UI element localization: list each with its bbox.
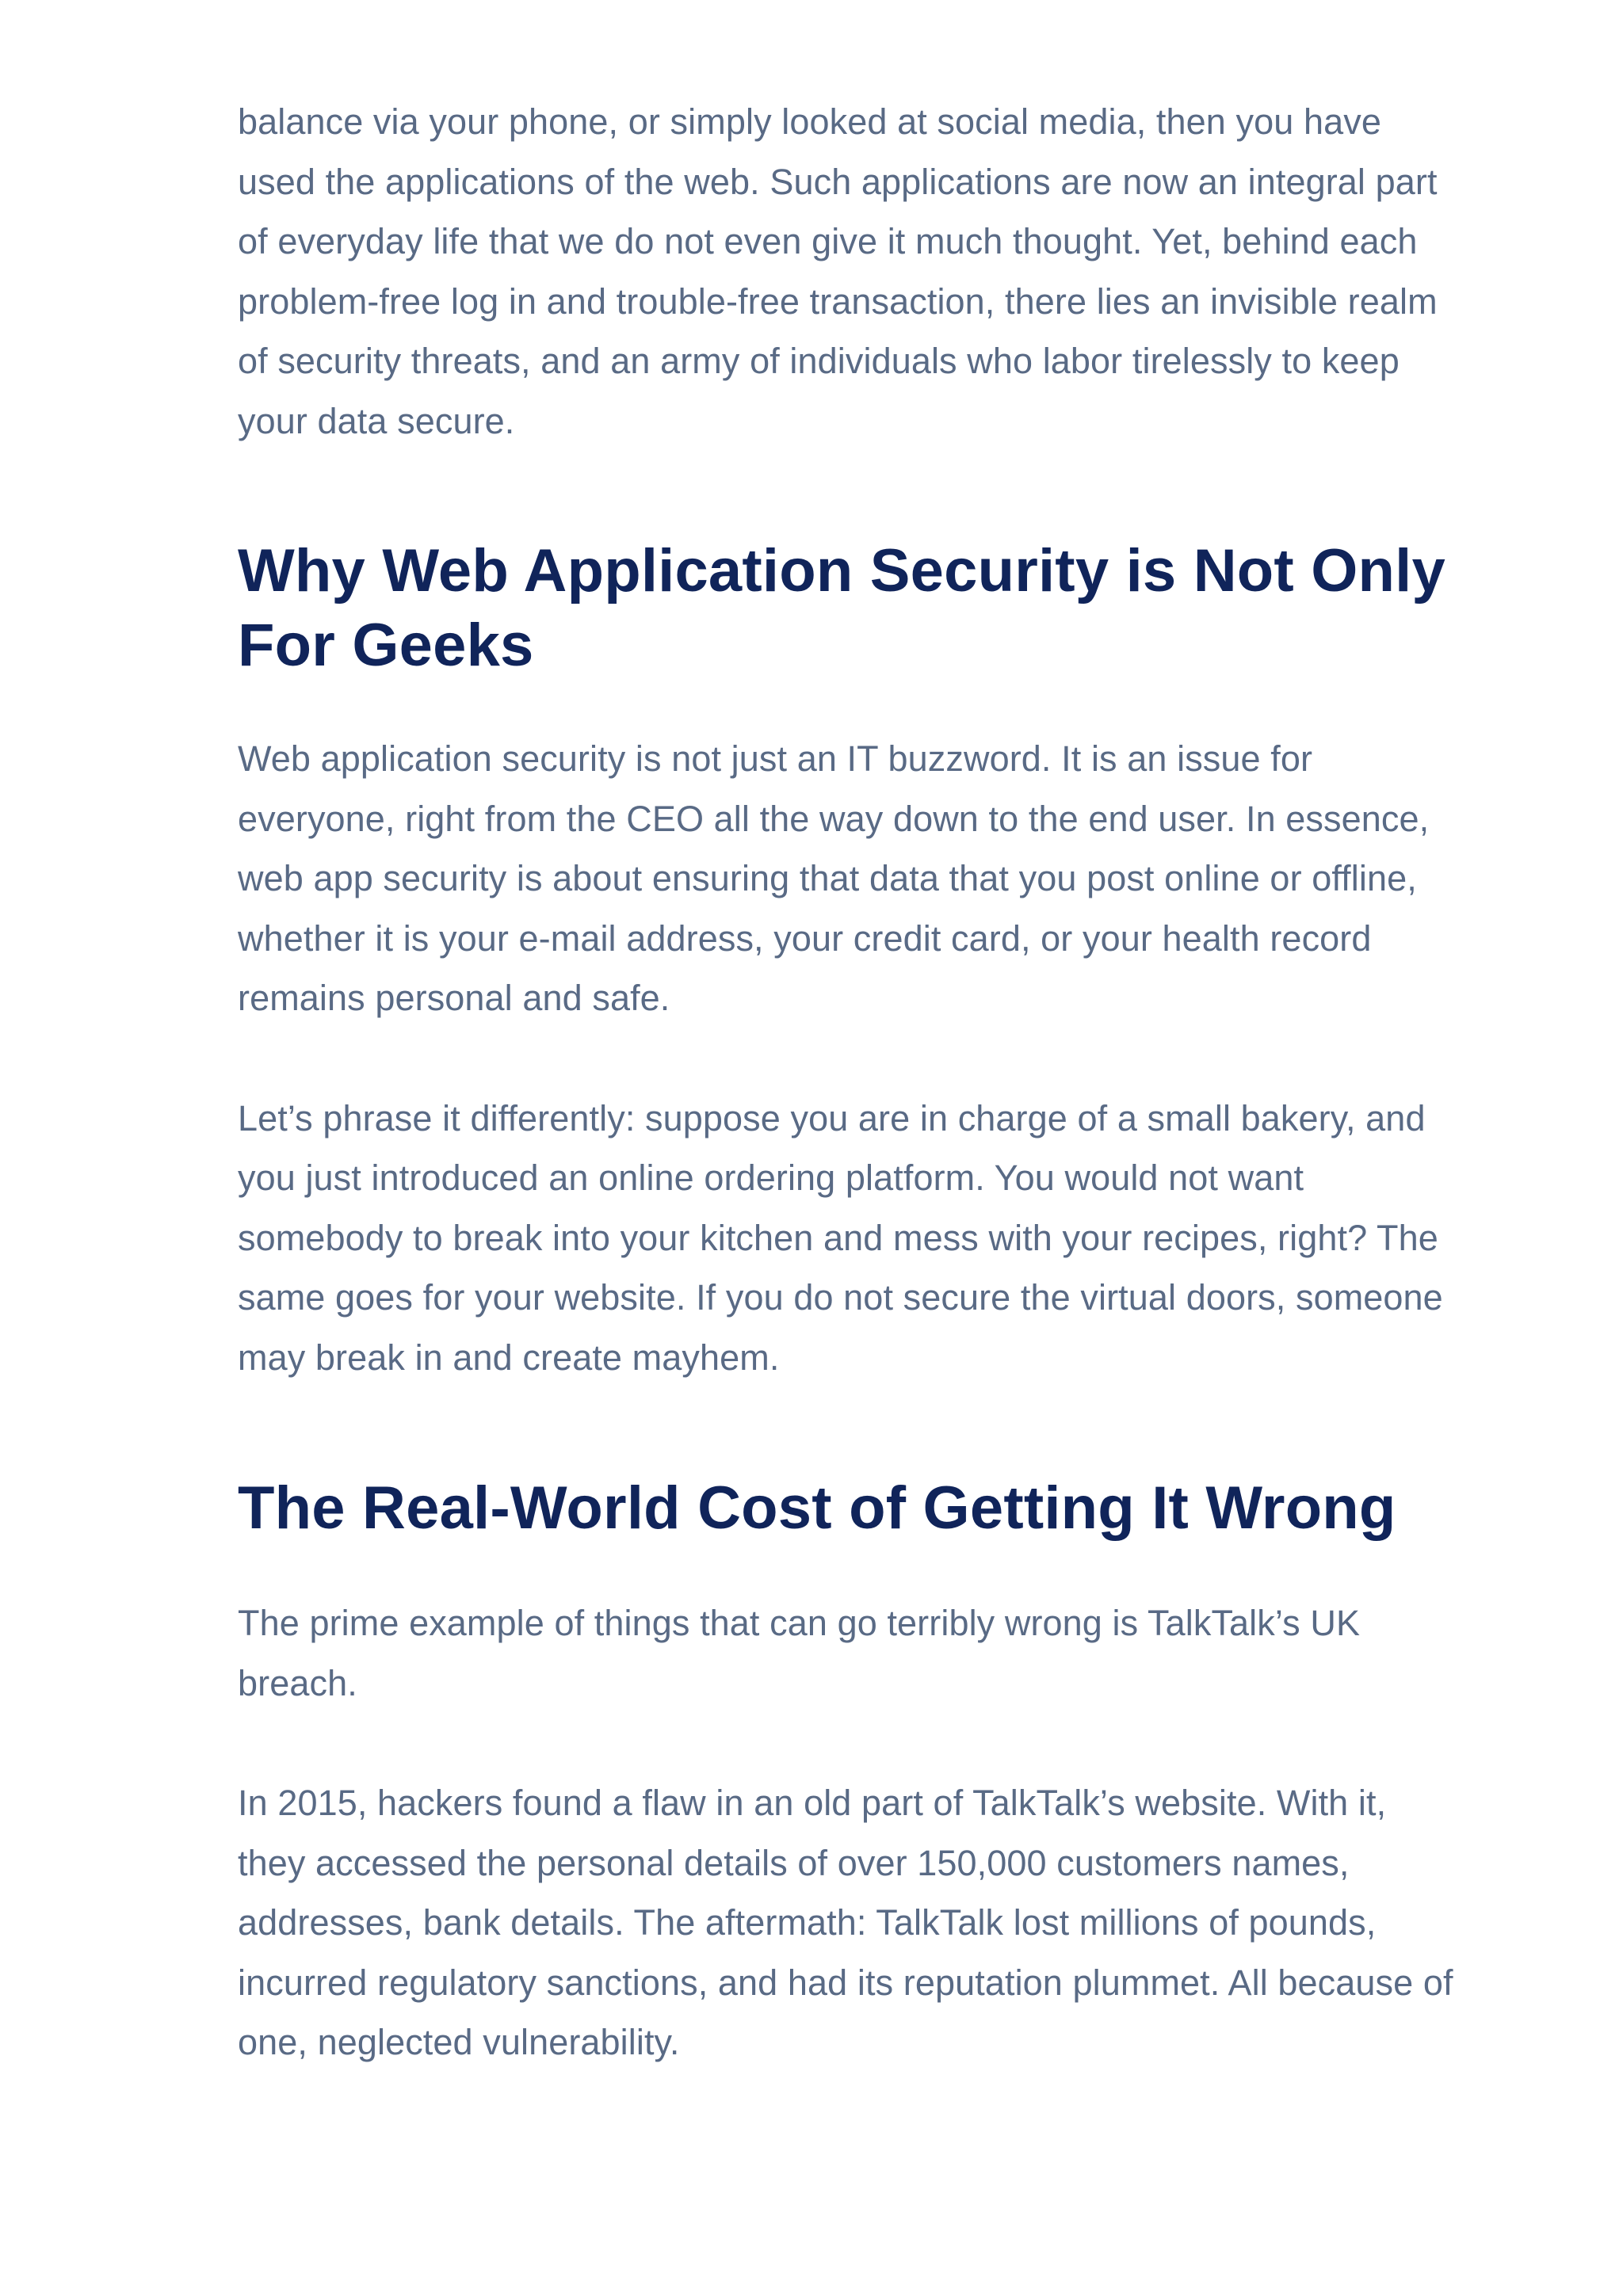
body-paragraph: Let’s phrase it differently: suppose you are in charge of a small bakery, and you just introduced an online ordering platform. You would not want somebody to break into your kitchen and mess with your recipes, right? The same goes for your website. If you do not secure the virtual doors, someone may break in and create mayhem. (238, 1097, 1443, 1378)
section-heading: The Real-World Cost of Getting It Wrong (238, 1474, 1396, 1542)
section-why-security (238, 534, 1458, 1387)
body-paragraph: In 2015, hackers found a flaw in an old part of TalkTalk’s website. With it, they accessed the personal details of over 150,000 customers names, addresses, bank details. The aftermath: TalkTalk lost millions of pounds, incurred regulatory sanctions, and had its reputation plummet. All because of one, neglected vulnerability. (238, 1783, 1453, 2062)
section-real-world-cost (238, 1471, 1458, 2073)
intro-paragraph: balance via your phone, or simply looked at social media, then you have used the applications of the web. Such applications are now an integral part of everyday life that we do not even give it much thought. Yet, behind each problem-free log in and trouble-free transaction, there lies an invisible realm of security threats, and an army of individuals who labor tirelessly to keep your data secure. (238, 101, 1438, 441)
article-body (238, 92, 1458, 2073)
section-heading: Why Web Application Security is Not Only For Geeks (238, 537, 1445, 679)
body-paragraph: The prime example of things that can go terribly wrong is TalkTalk’s UK breach. (238, 1603, 1361, 1703)
body-paragraph: Web application security is not just an IT buzzword. It is an issue for everyone, right from the CEO all the way down to the end user. In essence, web app security is about ensuring that data that you post online or offline, whether it is your e-mail address, your credit card, or your health record remains personal and safe. (238, 738, 1430, 1018)
